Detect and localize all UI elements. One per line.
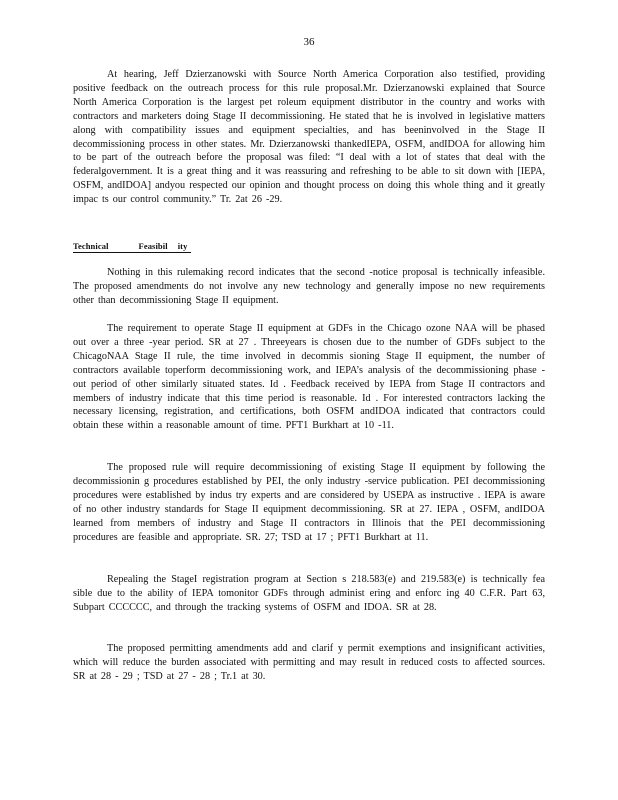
heading-part-2: Feasibil <box>138 241 168 251</box>
heading-part-3: ity <box>177 241 188 251</box>
paragraph-registration-repeal: Repealing the StageI registration program at Section s 218.583(e) and 219.583(e) is technically fea sible due to the ability of IEPA tomonitor GDFs through administ ering and enforc ing 40 C.F.R. Part 63, Subpart CCCCCC, and through the tracking systems of OSFM and IDOA. SR at 28. <box>73 574 545 613</box>
paragraph-three-year-phaseout: The requirement to operate Stage II equipment at GDFs in the Chicago ozone NAA will be phased out over a three -year period. SR at 27 . Threeyears is chosen due to the number of GDFs subject to the ChicagoNAA Stage II rule, the time involved in decommis sioning Stage II equipment, the number of contractors available toperform decommissioning work, and IEPA’s analysis of the decommissioning phase -out period of other similarly situated states. Id . Feedback received by IEPA from Stage II contractors and members of industry indicate that this time period is reasonable. Id . For interested contractors lacking the necessary licensing, registration, and certifications, both OSFM andIDOA indicated that contractors could obtain these within a reasonable amount of time. PFT1 Burkhart at 10 -11. <box>73 323 545 432</box>
page-number: 36 <box>303 36 315 48</box>
paragraph-infeasibility: Nothing in this rulemaking record indicates that the second -notice proposal is technically infeasible. The proposed amendments do not involve any new technology and generally impose no new requirements other than decommissioning Stage II equipment. <box>73 267 545 306</box>
heading-part-1: Technical <box>73 241 109 251</box>
paragraph-hearing-testimony: At hearing, Jeff Dzierzanowski with Source North America Corporation also testified, providing positive feedback on the outreach process for this rule proposal.Mr. Dzierzanowski explained that Source North America Corporation is the largest pet roleum equipment distributor in the country and works with contractors and marketers doing Stage II decommissioning. He stated that he is involved in legislative matters along with compatibility issues and equipment specialties, and has beeninvolved in the Stage II decommissioning process in other states. Mr. Dzierzanowski thankedIEPA, OSFM, andIDOA for allowing him to be part of the outreach before the proposal was filed: “I deal with a lot of states that deal with the federalgovernment. It is a great thing and it was reassuring and refreshing to be able to sit down with [IEPA, OSFM, andIDOA] andyou respected our opinion and thought process on doing this whole thing and it greatly impac ts our control community.” Tr. 2at 26 -29. <box>73 69 545 206</box>
paragraph-pei-procedures: The proposed rule will require decommissioning of existing Stage II equipment by following the decommissionin g procedures established by PEI, the only industry -service publication. PEI decommissioning procedures were established by indus try experts and are considered by USEPA as instructive . IEPA is aware of no other industry standards for Stage II equipment decommissioning. SR at 27. IEPA , OSFM, andIDOA learned from members of industry and Stage II contractors in Illinois that the PEI decommissioning procedures are feasible and appropriate. SR. 27; TSD at 17 ; PFT1 Burkhart at 11. <box>73 462 545 543</box>
paragraph-permitting-amendments: The proposed permitting amendments add and clarif y permit exemptions and insignificant activities, which will reduce the burden associated with permitting and may result in reduced costs to affected sources. SR at 28 - 29 ; TSD at 27 - 28 ; Tr.1 at 30. <box>73 643 545 682</box>
section-heading-technical-feasibility <box>73 241 191 253</box>
